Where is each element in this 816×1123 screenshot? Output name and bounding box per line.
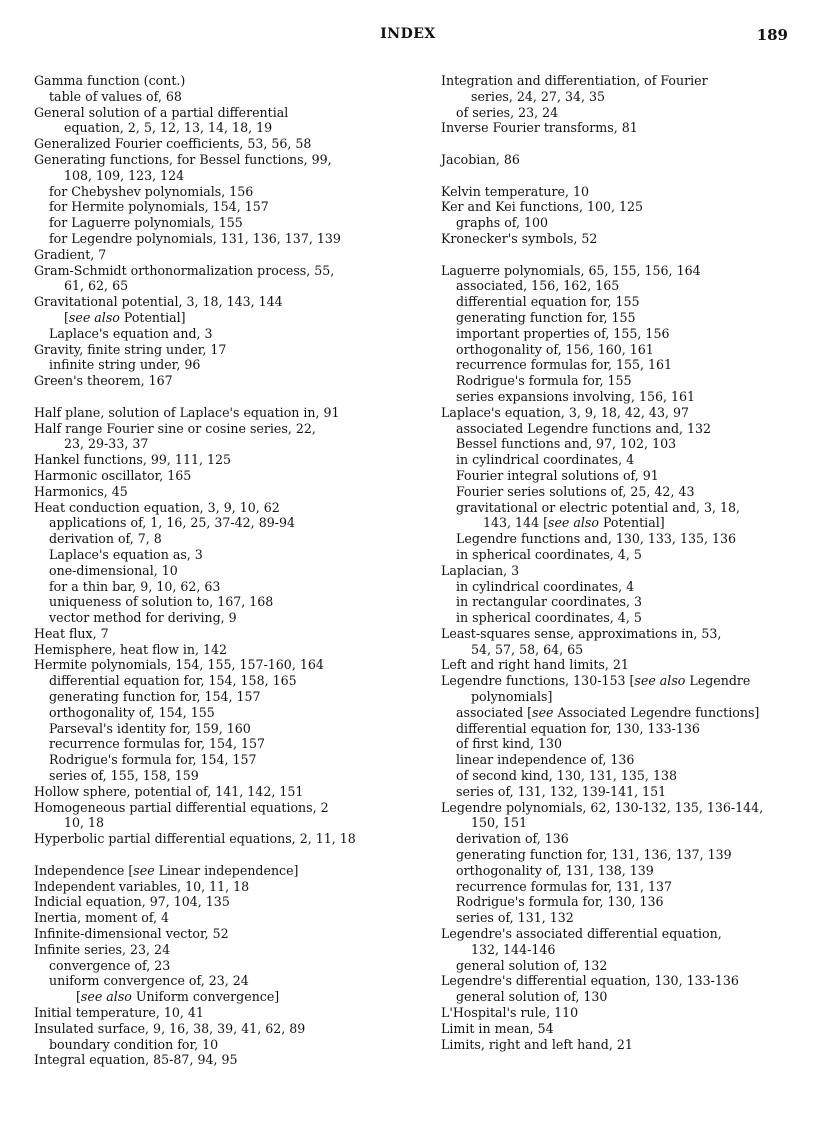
index-subentry (441, 579, 801, 595)
index-subentry (441, 357, 801, 373)
entry-text: for Laguerre polynomials, 155 (49, 215, 243, 231)
index-subentry (34, 705, 419, 721)
index-entry (34, 926, 419, 942)
index-column-left (34, 73, 419, 1068)
entry-text: Legendre polynomials, 62, 130-132, 135, 136-144, (441, 799, 764, 815)
index-subentry (34, 973, 419, 989)
entry-text: associated Legendre functions and, 132 (456, 420, 712, 436)
index-entry (441, 673, 801, 689)
index-entry (34, 1052, 419, 1068)
entry-text-prefix: Independence [ (34, 862, 134, 878)
index-entry (34, 657, 419, 673)
index-subentry (34, 673, 419, 689)
entry-text: Legendre's associated differential equation, (441, 926, 722, 942)
index-subentry (441, 863, 801, 879)
index-subentry (34, 199, 419, 215)
index-subentry (34, 168, 419, 184)
entry-text: 61, 62, 65 (64, 278, 129, 294)
index-entry (34, 136, 419, 152)
entry-text: Harmonic oscillator, 165 (34, 467, 192, 483)
entry-text: equation, 2, 5, 12, 13, 14, 18, 19 (64, 120, 273, 136)
entry-text: Infinite series, 23, 24 (34, 941, 171, 957)
index-entry (34, 863, 419, 879)
index-subentry (34, 436, 419, 452)
entry-text: for a thin bar, 9, 10, 62, 63 (49, 578, 221, 594)
entry-text: associated, 156, 162, 165 (456, 278, 620, 294)
index-subentry (34, 515, 419, 531)
index-subentry (441, 342, 801, 358)
entry-text: for Chebyshev polynomials, 156 (49, 183, 254, 199)
index-entry (441, 152, 801, 168)
index-entry (441, 263, 801, 279)
index-subentry (441, 594, 801, 610)
index-subentry (34, 326, 419, 342)
entry-text: Independent variables, 10, 11, 18 (34, 878, 250, 894)
index-subentry (34, 736, 419, 752)
index-subentry (34, 547, 419, 563)
index-subentry (441, 784, 801, 800)
index-subentry (441, 815, 801, 831)
entry-text: Infinite-dimensional vector, 52 (34, 926, 229, 942)
index-entry (441, 231, 801, 247)
index-subentry (441, 910, 801, 926)
index-entry (34, 373, 419, 389)
index-subentry (34, 989, 419, 1005)
entry-text: 23, 29-33, 37 (64, 436, 149, 452)
index-subentry (34, 215, 419, 231)
entry-text: uniform convergence of, 23, 24 (49, 973, 249, 989)
index-subentry (34, 531, 419, 547)
index-subentry (441, 847, 801, 863)
entry-text: Laplacian, 3 (441, 562, 520, 578)
index-subentry (441, 768, 801, 784)
index-subentry (441, 752, 801, 768)
index-subentry (34, 594, 419, 610)
index-entry (441, 1021, 801, 1037)
entry-text: Left and right hand limits, 21 (441, 657, 629, 673)
entry-text: Integral equation, 85-87, 94, 95 (34, 1052, 238, 1068)
entry-text: Heat flux, 7 (34, 625, 109, 641)
index-entry (34, 800, 419, 816)
index-subentry (34, 310, 419, 326)
entry-text: Generating functions, for Bessel functions, 99, (34, 151, 332, 167)
entry-text: series, 24, 27, 34, 35 (471, 88, 606, 104)
entry-text: Insulated surface, 9, 16, 38, 39, 41, 62, 89 (34, 1020, 306, 1036)
index-subentry (441, 468, 801, 484)
entry-text: Rodrigue's formula for, 130, 136 (456, 894, 664, 910)
entry-text: Harmonics, 45 (34, 483, 128, 499)
entry-text: Half plane, solution of Laplace's equation in, 91 (34, 404, 340, 420)
index-subentry (441, 105, 801, 121)
entry-text: important properties of, 155, 156 (456, 325, 670, 341)
entry-text: differential equation for, 154, 158, 165 (49, 673, 297, 689)
index-entry (34, 500, 419, 516)
index-entry (441, 657, 801, 673)
entry-text: Least-squares sense, approximations in, 53, (441, 625, 722, 641)
index-subentry (441, 547, 801, 563)
entry-text: Ker and Kei functions, 100, 125 (441, 199, 644, 215)
index-subentry (441, 310, 801, 326)
entry-text: one-dimensional, 10 (49, 562, 178, 578)
entry-text: Bessel functions and, 97, 102, 103 (456, 436, 677, 452)
entry-text: Initial temperature, 10, 41 (34, 1005, 204, 1021)
index-subentry (441, 894, 801, 910)
entry-text: Laplace's equation, 3, 9, 18, 42, 43, 97 (441, 404, 689, 420)
index-subentry (441, 705, 801, 721)
entry-text: Kronecker's symbols, 52 (441, 230, 598, 246)
entry-text: Uniform convergence] (131, 989, 280, 1005)
index-subentry (34, 278, 419, 294)
index-subentry (441, 278, 801, 294)
entry-text: Gravity, finite string under, 17 (34, 341, 227, 357)
index-entry (441, 184, 801, 200)
index-subentry (34, 89, 419, 105)
entry-text: for Hermite polynomials, 154, 157 (49, 199, 269, 215)
entry-text: 108, 109, 123, 124 (64, 167, 185, 183)
index-entry (441, 973, 801, 989)
entry-text: Heat conduction equation, 3, 9, 10, 62 (34, 499, 280, 515)
entry-text: polynomials] (471, 689, 553, 705)
entry-text: convergence of, 23 (49, 957, 171, 973)
entry-text-prefix: [ (76, 989, 81, 1005)
entry-text: Hollow sphere, potential of, 141, 142, 151 (34, 783, 304, 799)
entry-text: L'Hospital's rule, 110 (441, 1005, 579, 1021)
index-subentry (441, 326, 801, 342)
index-entry (34, 247, 419, 263)
entry-text: Inverse Fourier transforms, 81 (441, 120, 638, 136)
see-reference: see (133, 862, 155, 878)
entry-text: Green's theorem, 167 (34, 373, 173, 389)
index-subentry (441, 879, 801, 895)
index-entry (441, 1037, 801, 1053)
entry-text: applications of, 1, 16, 25, 37-42, 89-94 (49, 515, 295, 531)
index-subentry (441, 436, 801, 452)
entry-text: orthogonality of, 156, 160, 161 (456, 341, 654, 357)
entry-text: Gram-Schmidt orthonormalization process, 55, (34, 262, 335, 278)
index-gap (441, 136, 801, 152)
entry-text: Jacobian, 86 (441, 151, 520, 167)
entry-text: 150, 151 (471, 815, 528, 831)
index-subentry (441, 958, 801, 974)
index-subentry (34, 958, 419, 974)
entry-text: linear independence of, 136 (456, 752, 635, 768)
index-gap (34, 847, 419, 863)
index-entry (441, 199, 801, 215)
entry-text: Homogeneous partial differential equations, 2 (34, 799, 329, 815)
entry-text: Gravitational potential, 3, 18, 143, 144 (34, 294, 283, 310)
entry-text: 10, 18 (64, 815, 105, 831)
see-reference: see (532, 704, 554, 720)
entry-text: Laguerre polynomials, 65, 155, 156, 164 (441, 262, 701, 278)
index-subentry (441, 989, 801, 1005)
index-entry (34, 484, 419, 500)
index-subentry (34, 689, 419, 705)
entry-text: Generalized Fourier coefficients, 53, 56, 58 (34, 136, 312, 152)
entry-text: generating function for, 154, 157 (49, 689, 261, 705)
entry-text: Kelvin temperature, 10 (441, 183, 589, 199)
index-entry (34, 910, 419, 926)
index-entry (441, 926, 801, 942)
index-subentry (441, 689, 801, 705)
entry-text: series of, 155, 158, 159 (49, 768, 199, 784)
index-gap (441, 168, 801, 184)
index-entry (34, 421, 419, 437)
index-entry (34, 342, 419, 358)
index-subentry (441, 89, 801, 105)
index-subentry (34, 815, 419, 831)
entry-text: series of, 131, 132, 139-141, 151 (456, 783, 667, 799)
entry-text: in cylindrical coordinates, 4 (456, 452, 635, 468)
entry-text: Inertia, moment of, 4 (34, 910, 170, 926)
entry-text: Gamma function (cont.) (34, 73, 186, 88)
entry-text: general solution of, 130 (456, 989, 608, 1005)
entry-text: in spherical coordinates, 4, 5 (456, 610, 642, 626)
index-subentry (34, 120, 419, 136)
index-gap (34, 389, 419, 405)
entry-text: differential equation for, 155 (456, 294, 640, 310)
entry-text: General solution of a partial differential (34, 104, 289, 120)
index-subentry (34, 231, 419, 247)
entry-text: orthogonality of, 131, 138, 139 (456, 862, 654, 878)
entry-text: Gradient, 7 (34, 246, 107, 262)
entry-text: Rodrigue's formula for, 155 (456, 373, 632, 389)
entry-text: derivation of, 136 (456, 831, 569, 847)
index-subentry (441, 484, 801, 500)
see-reference: see also (80, 989, 132, 1005)
index-entry (34, 942, 419, 958)
index-entry (34, 879, 419, 895)
entry-text: Legendre (685, 673, 751, 689)
entry-text: Laplace's equation as, 3 (49, 546, 203, 562)
entry-text-prefix: [ (64, 309, 69, 325)
entry-text: graphs of, 100 (456, 215, 549, 231)
index-entry (441, 1005, 801, 1021)
entry-text: 54, 57, 58, 64, 65 (471, 641, 584, 657)
index-entry (34, 831, 419, 847)
index-entry (34, 152, 419, 168)
index-subentry (441, 942, 801, 958)
entry-text: uniqueness of solution to, 167, 168 (49, 594, 274, 610)
entry-text: orthogonality of, 154, 155 (49, 704, 215, 720)
entry-text: Fourier integral solutions of, 91 (456, 467, 659, 483)
entry-text-prefix: Legendre functions, 130-153 [ (441, 673, 635, 689)
entry-text: Legendre's differential equation, 130, 133-136 (441, 973, 739, 989)
entry-text: Indicial equation, 97, 104, 135 (34, 894, 230, 910)
index-entry (34, 642, 419, 658)
index-subentry (34, 579, 419, 595)
index-entry (441, 405, 801, 421)
entry-text: Half range Fourier sine or cosine series, 22, (34, 420, 316, 436)
see-reference: see also (634, 673, 686, 689)
entry-text: gravitational or electric potential and, 3, 18, (456, 499, 741, 515)
entry-text: Potential] (119, 309, 186, 325)
index-entry (34, 263, 419, 279)
entry-text: infinite string under, 96 (49, 357, 201, 373)
entry-text: generating function for, 155 (456, 309, 636, 325)
index-gap (441, 247, 801, 263)
entry-text: Linear independence] (154, 862, 299, 878)
entry-text: derivation of, 7, 8 (49, 531, 162, 547)
entry-text-prefix: associated [ (456, 704, 533, 720)
entry-text: Potential] (598, 515, 665, 531)
index-entry (34, 784, 419, 800)
entry-text: Hankel functions, 99, 111, 125 (34, 452, 232, 468)
entry-text: recurrence formulas for, 131, 137 (456, 878, 673, 894)
entry-text: boundary condition for, 10 (49, 1036, 219, 1052)
see-reference: see also (68, 309, 120, 325)
index-subentry (34, 721, 419, 737)
index-subentry (441, 373, 801, 389)
index-entry (34, 894, 419, 910)
index-entry (34, 626, 419, 642)
index-entry (34, 452, 419, 468)
entry-text: series expansions involving, 156, 161 (456, 388, 696, 404)
index-subentry (441, 215, 801, 231)
entry-text: Legendre functions and, 130, 133, 135, 136 (456, 531, 737, 547)
entry-text: Associated Legendre functions] (553, 704, 760, 720)
index-entry (441, 73, 801, 89)
index-subentry (441, 531, 801, 547)
index-subentry (34, 768, 419, 784)
index-subentry (34, 752, 419, 768)
entry-text: Limits, right and left hand, 21 (441, 1036, 633, 1052)
entry-text: vector method for deriving, 9 (49, 610, 237, 626)
entry-text: Hyperbolic partial differential equations, 2, 11, 18 (34, 831, 356, 847)
entry-text: for Legendre polynomials, 131, 136, 137, 139 (49, 230, 341, 246)
entry-text: in spherical coordinates, 4, 5 (456, 546, 642, 562)
index-subentry (441, 721, 801, 737)
index-subentry (34, 184, 419, 200)
index-entry (34, 1021, 419, 1037)
index-subentry (34, 563, 419, 579)
index-subentry (441, 452, 801, 468)
index-subentry (441, 389, 801, 405)
entry-text: 132, 144-146 (471, 941, 556, 957)
entry-text-prefix: 143, 144 [ (483, 515, 548, 531)
page-number: 189 (756, 26, 788, 44)
entry-text: of second kind, 130, 131, 135, 138 (456, 768, 677, 784)
entry-text: general solution of, 132 (456, 957, 608, 973)
index-column-right (441, 73, 801, 1052)
index-entry (34, 1005, 419, 1021)
index-subentry (34, 610, 419, 626)
entry-text: table of values of, 68 (49, 88, 182, 104)
entry-text: Fourier series solutions of, 25, 42, 43 (456, 483, 695, 499)
index-subentry (441, 736, 801, 752)
running-header: INDEX (380, 26, 436, 42)
entry-text: differential equation for, 130, 133-136 (456, 720, 700, 736)
entry-text: of first kind, 130 (456, 736, 563, 752)
entry-text: Laplace's equation and, 3 (49, 325, 213, 341)
index-subentry (34, 357, 419, 373)
entry-text: Integration and differentiation, of Fourier (441, 73, 708, 88)
index-entry (34, 294, 419, 310)
index-subentry (34, 1037, 419, 1053)
index-subentry (441, 294, 801, 310)
index-subentry (441, 610, 801, 626)
index-subentry (441, 500, 801, 516)
index-entry (441, 563, 801, 579)
entry-text: Limit in mean, 54 (441, 1020, 554, 1036)
index-entry (34, 73, 419, 89)
index-entry (441, 800, 801, 816)
index-entry (441, 120, 801, 136)
index-entry (34, 405, 419, 421)
entry-text: Rodrigue's formula for, 154, 157 (49, 752, 257, 768)
entry-text: series of, 131, 132 (456, 910, 574, 926)
index-subentry (441, 515, 801, 531)
entry-text: recurrence formulas for, 154, 157 (49, 736, 266, 752)
index-entry (34, 468, 419, 484)
entry-text: Parseval's identity for, 159, 160 (49, 720, 251, 736)
entry-text: recurrence formulas for, 155, 161 (456, 357, 673, 373)
entry-text: in cylindrical coordinates, 4 (456, 578, 635, 594)
entry-text: Hemisphere, heat flow in, 142 (34, 641, 228, 657)
index-entry (441, 626, 801, 642)
see-reference: see also (548, 515, 599, 531)
entry-text: Hermite polynomials, 154, 155, 157-160, 164 (34, 657, 324, 673)
entry-text: generating function for, 131, 136, 137, 139 (456, 847, 732, 863)
entry-text: of series, 23, 24 (456, 104, 559, 120)
index-subentry (441, 421, 801, 437)
index-subentry (441, 831, 801, 847)
index-entry (34, 105, 419, 121)
index-subentry (441, 642, 801, 658)
entry-text: in rectangular coordinates, 3 (456, 594, 643, 610)
